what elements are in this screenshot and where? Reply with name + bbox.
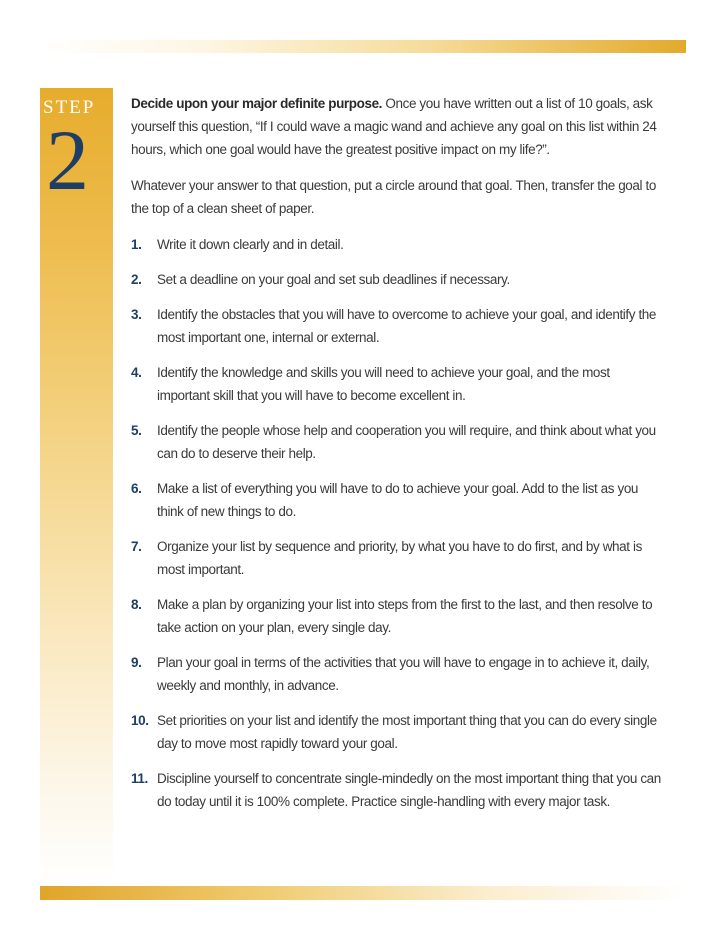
item-text: Plan your goal in terms of the activities that you will have to engage in to achieve it, daily, weekly and monthly, in advance. [157,655,650,693]
item-number: 9. [131,655,142,670]
item-number: 5. [131,423,142,438]
list-item [131,651,661,697]
item-text: Make a plan by organizing your list into steps from the first to the last, and then resolve to take action on your plan, every single day. [157,597,653,635]
top-decorative-bar [40,40,686,53]
list-item [131,535,661,581]
item-text: Identify the knowledge and skills you will need to achieve your goal, and the most important skill that you will have to become excellent in. [157,365,610,403]
item-number: 6. [131,481,142,496]
item-number: 1. [131,237,142,252]
intro-lead: Decide upon your major definite purpose. [131,96,383,111]
main-content [131,92,661,825]
list-item [131,767,661,813]
item-text: Set priorities on your list and identify the most important thing that you can do every single day to move most rapidly toward your goal. [157,713,657,751]
item-text: Identify the obstacles that you will have to overcome to achieve your goal, and identify the most important one, internal or external. [157,307,657,345]
item-text: Organize your list by sequence and priority, by what you have to do first, and by what is most important. [157,539,642,577]
item-number: 8. [131,597,142,612]
intro-text: Once you have written out a list of 10 goals, ask yourself this question, “If I could wave a magic wand and achieve any goal on this list within 24 hours, which one goal would have the greatest positive impact on my life?”. [131,96,657,157]
list-item [131,268,661,291]
list-item [131,593,661,639]
list-item [131,361,661,407]
steps-list [131,233,661,813]
list-item [131,709,661,755]
item-number: 7. [131,539,142,554]
item-number: 4. [131,365,142,380]
intro-paragraph [131,92,661,161]
step-label: STEP [43,97,96,118]
item-text: Write it down clearly and in detail. [157,237,344,252]
bottom-decorative-bar [40,886,686,900]
item-text: Discipline yourself to concentrate single-mindedly on the most important thing that you can do today until it is 100% complete. Practice single-handling with every major task. [157,771,661,809]
second-paragraph: Whatever your answer to that question, put a circle around that goal. Then, transfer the goal to the top of a clean sheet of paper. [131,178,656,216]
list-item [131,477,661,523]
item-text: Identify the people whose help and cooperation you will require, and think about what you can do to deserve their help. [157,423,656,461]
item-number: 3. [131,307,142,322]
list-item [131,419,661,465]
list-item [131,303,661,349]
step-number: 2 [46,112,89,208]
item-number: 2. [131,272,142,287]
list-item [131,233,661,256]
item-text: Make a list of everything you will have to do to achieve your goal. Add to the list as you think of new things to do. [157,481,639,519]
item-number: 11. [131,771,148,786]
item-text: Set a deadline on your goal and set sub deadlines if necessary. [157,272,510,287]
item-number: 10. [131,713,149,728]
